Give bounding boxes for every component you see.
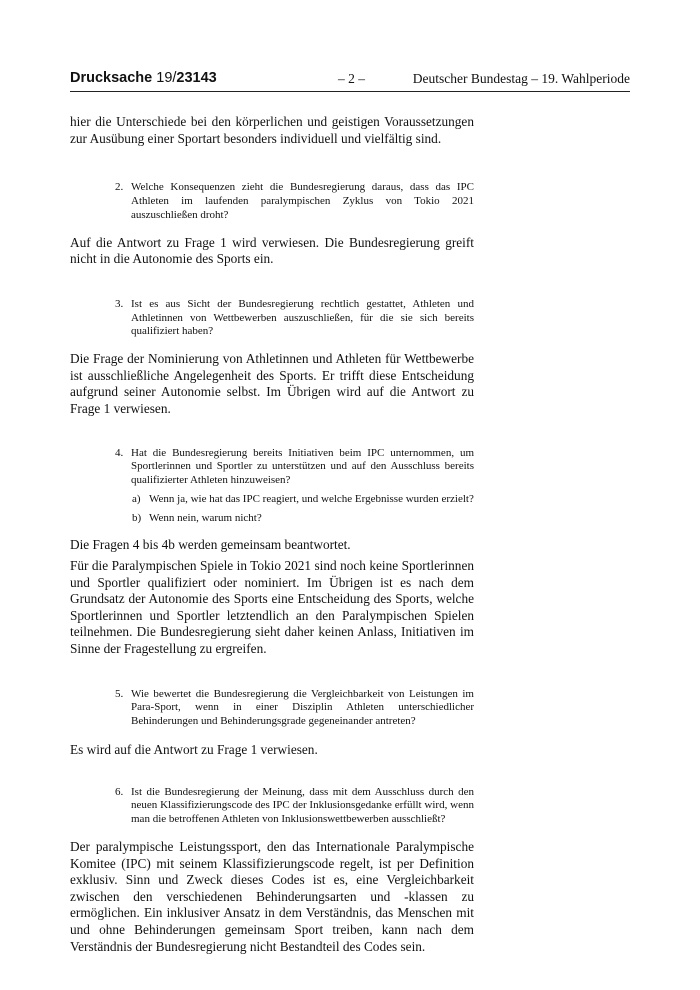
question-number: 6. (115, 785, 124, 798)
header-rule (70, 91, 630, 92)
question-6 (115, 786, 474, 827)
question-text: Welche Konsequenzen zieht die Bundesregierung daraus, dass das IPC Athleten im laufenden paralympischen Zyklus von Tokio 2021 auszuschließen droht? (131, 181, 474, 221)
page-header (70, 70, 630, 92)
question-number: 4. (115, 446, 124, 459)
document-number: Drucksache 19/23143 (70, 70, 217, 86)
question-text: Wie bewertet die Bundesregierung die Vergleichbarkeit von Leistungen im Para-Sport, wenn in einer Disziplin Athleten unterschiedlicher Behinderungen und Behinderungsgrade gegeneinander antreten? (131, 687, 474, 728)
sub-question-text: Wenn ja, wie hat das IPC reagiert, und welche Ergebnisse wurden erzielt? (149, 492, 474, 505)
question-text: Hat die Bundesregierung bereits Initiativen beim IPC unternommen, um Sportlerinnen und Sportler zu unterstützen und auf den Ausschluss bereits qualifizierter Athleten hinzuweisen? (131, 446, 474, 487)
question-2 (115, 181, 474, 222)
answer-paragraph: Auf die Antwort zu Frage 1 wird verwiesen. Die Bundesregierung greift nicht in die Autonomie des Sports ein. (70, 234, 474, 267)
question-4 (115, 447, 474, 488)
question-text: Ist es aus Sicht der Bundesregierung rechtlich gestattet, Athleten und Athletinnen von Wettbewerben auszuschließen, für die sie sich bereits qualifiziert haben? (131, 297, 474, 338)
question-number: 3. (115, 297, 124, 310)
sub-question-number: b) (132, 511, 142, 524)
publisher-label: Deutscher Bundestag – 19. Wahlperiode (412, 71, 630, 86)
sub-question-number: a) (132, 492, 141, 505)
sub-question-b (132, 512, 474, 526)
answer-paragraph: Der paralympische Leistungssport, den das Internationale Paralympische Komitee (IPC) mit seinem Klassifizierungscode regelt, ist per Definition exklusiv. Sinn und Zweck dieses Codes ist es, eine Vergleichbarkeit zwischen den verschiedenen Behinderungsarten und -klassen zu ermöglichen. Ein inklusiver Ansatz in dem Verständnis, das Menschen mit und ohne Behinderungen gemeinsam Sport treiben, kann nach dem Verständnis der Bundesregierung nicht Bestandteil des Codes sein. (70, 839, 474, 954)
question-3 (115, 298, 474, 339)
page-body (70, 114, 474, 955)
answer-paragraph: Die Fragen 4 bis 4b werden gemeinsam beantwortet. (70, 536, 351, 552)
sub-question-a (132, 493, 474, 507)
question-number: 2. (115, 181, 124, 194)
question-number: 5. (115, 687, 124, 700)
answer-paragraph: Für die Paralympischen Spiele in Tokio 2021 sind noch keine Sportlerinnen und Sportler qualifiziert oder nominiert. Im Übrigen ist es nach dem Grundsatz der Autonomie des Sports eine Entscheidung des Sports, welche Sportlerinnen und Sportler letztendlich an den Paralympischen Spielen teilnehmen. Die Bundesregierung sieht daher keinen Anlass, Initiativen im Sinne der Fragestellung zu ergreifen. (70, 558, 474, 657)
answer-paragraph: Die Frage der Nominierung von Athletinnen und Athleten für Wettbewerbe ist ausschließliche Angelegenheit des Sports. Er trifft diese Entscheidung aufgrund seiner Autonomie selbst. Im Übrigen wird auf die Antwort zu Frage 1 verwiesen. (70, 351, 474, 416)
answer-paragraph: hier die Unterschiede bei den körperlichen und geistigen Voraussetzungen zur Ausübung einer Sportart besonders individuell und vielfältig sind. (70, 114, 474, 146)
sub-question-text: Wenn nein, warum nicht? (149, 511, 262, 524)
question-5 (115, 688, 474, 729)
answer-paragraph: Es wird auf die Antwort zu Frage 1 verwiesen. (70, 742, 318, 758)
question-text: Ist die Bundesregierung der Meinung, dass mit dem Ausschluss durch den neuen Klassifizierungscode des IPC der Inklusionsgedanke erfüllt wird, wenn man die betroffenen Athleten von Inklusionswettbewerben ausschließt? (131, 785, 474, 826)
page-number: – 2 – (338, 71, 365, 86)
